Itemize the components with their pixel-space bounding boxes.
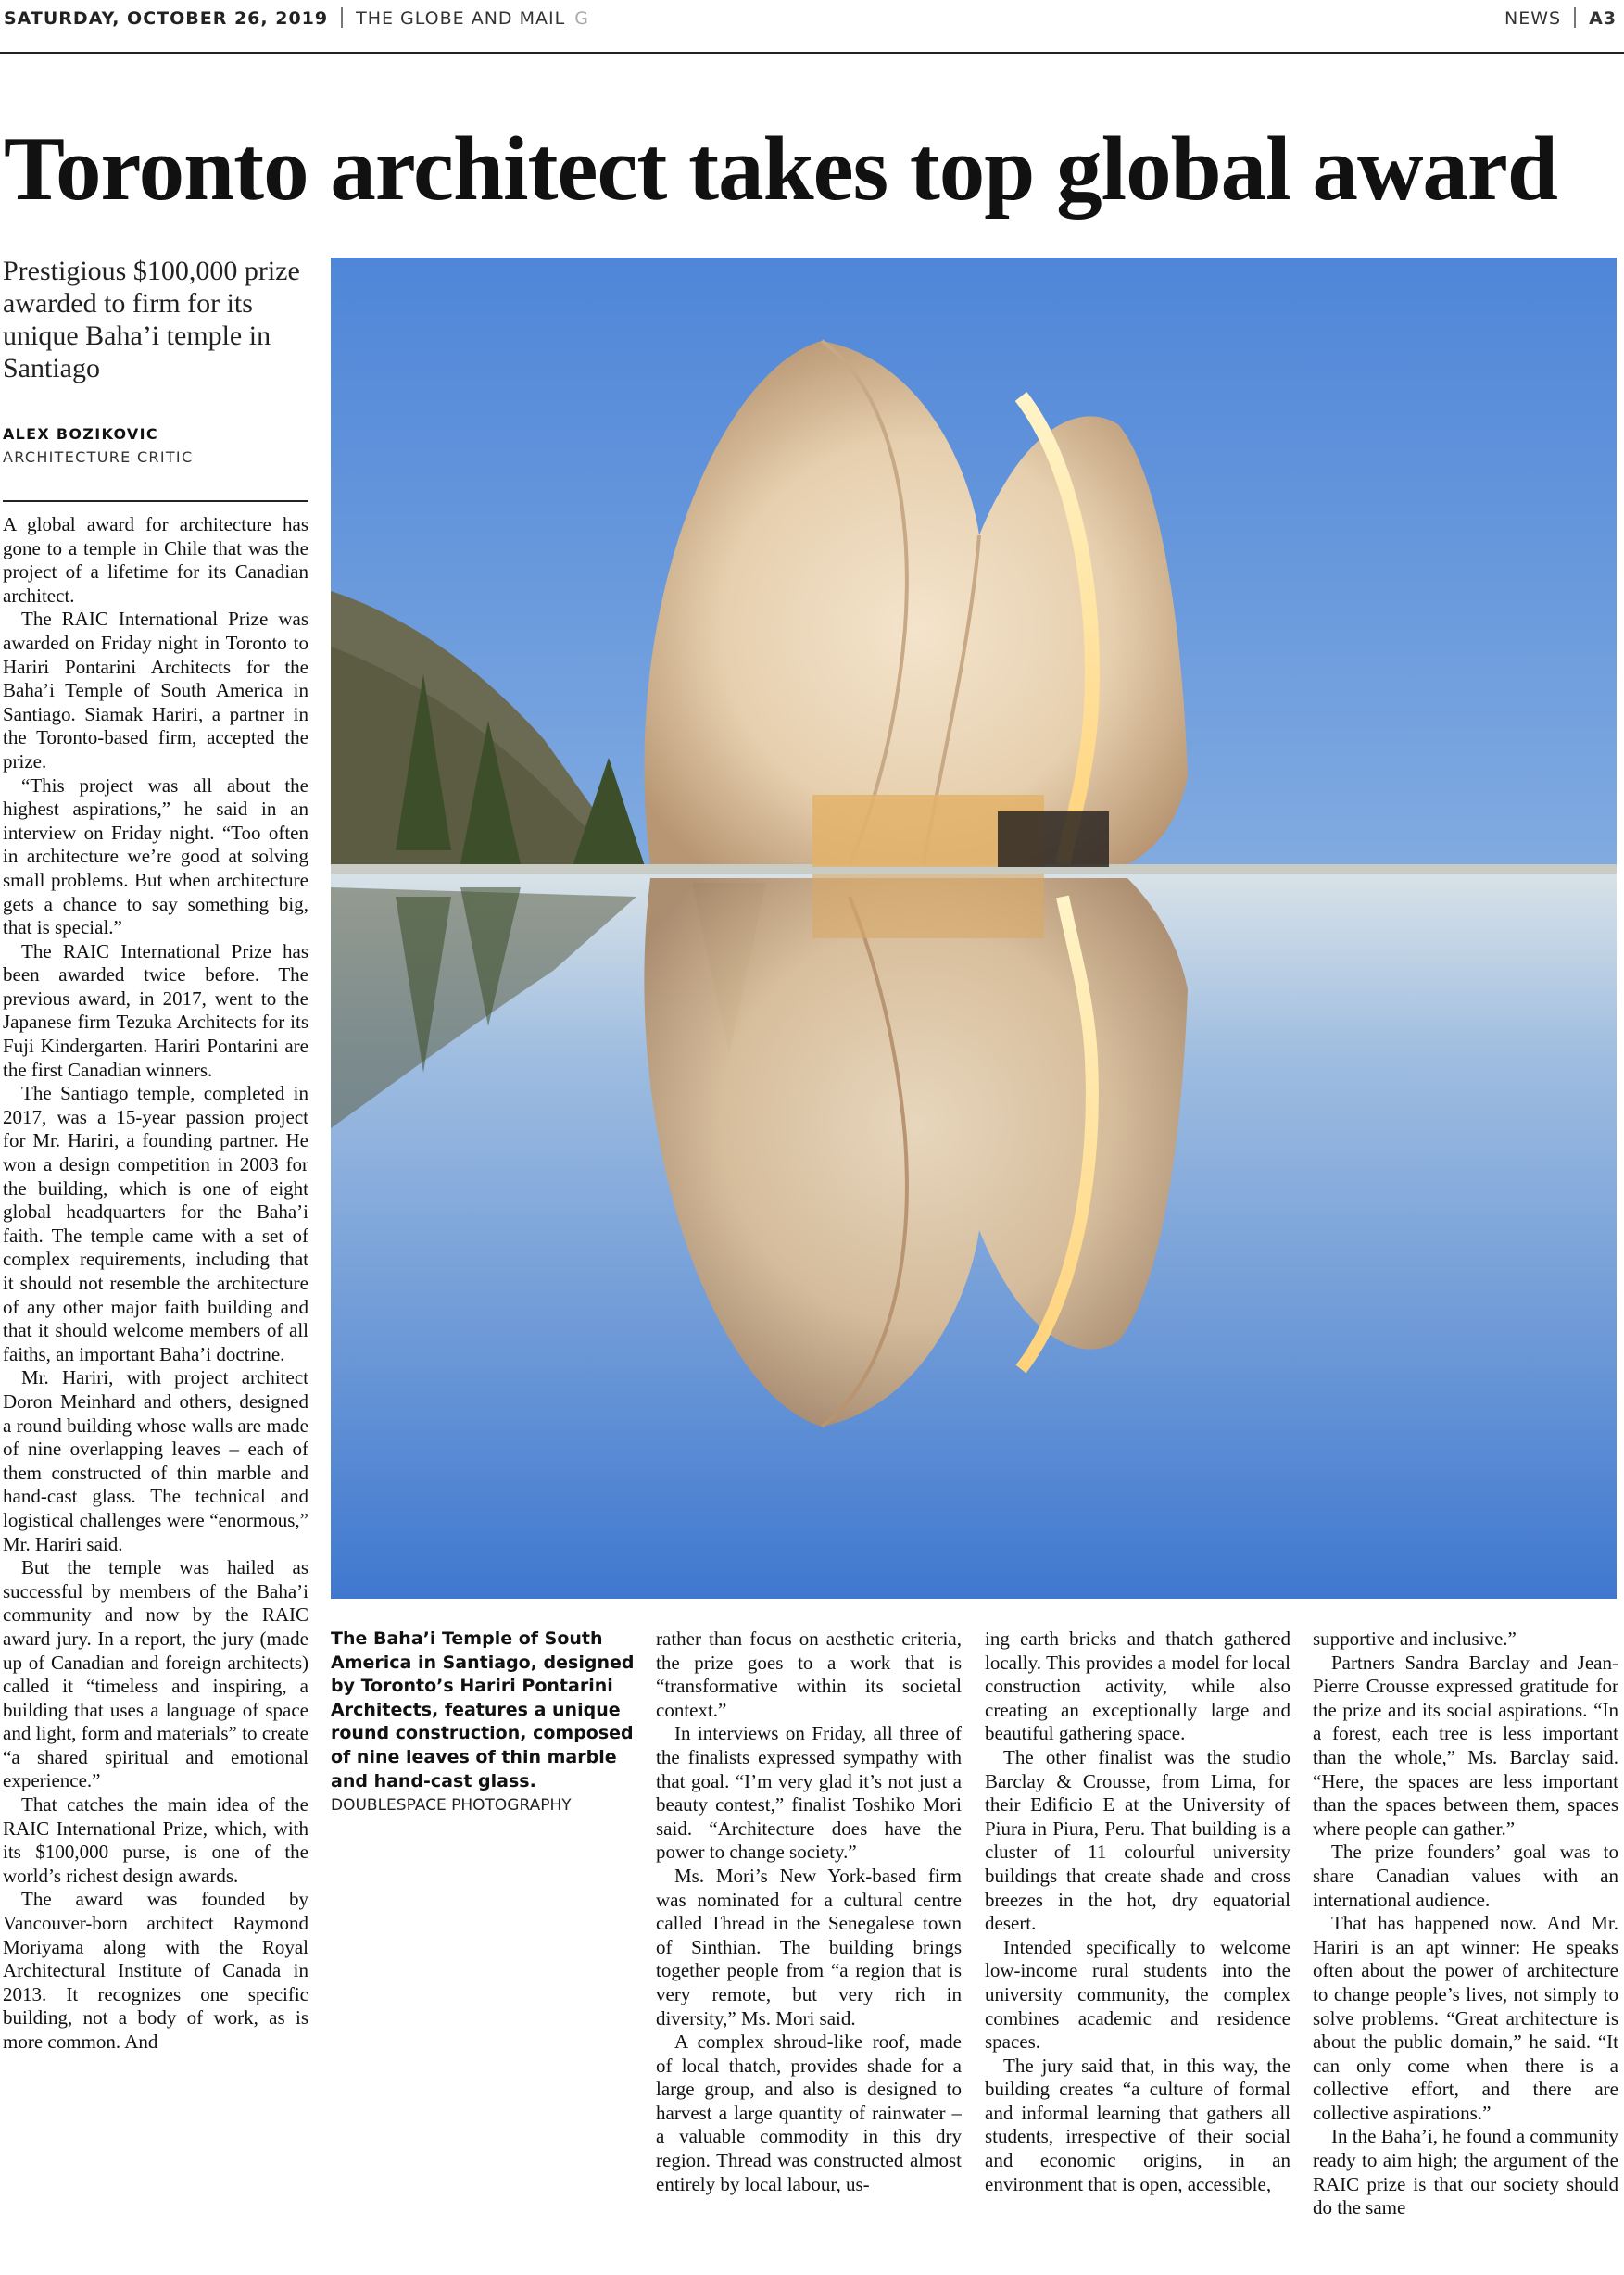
paragraph: In interviews on Friday, all three of the finalists expressed sympathy with that goal. “I’m very glad it’s not just a beauty contest,” finalist Toshiko Mori said. “Architecture does have the power to change society.” (656, 1722, 962, 1864)
paragraph: The award was founded by Vancouver-born architect Raymond Moriyama along with the Royal Architectural Institute of Canada in 2013. It recognizes one specific building, not a body of work, as is more common. And (3, 1888, 308, 2053)
folio-left (4, 7, 589, 29)
paragraph: A complex shroud-like roof, made of local thatch, provides shade for a large group, and also is designed to harvest a large quantity of rainwater – a valuable commodity in this dry region. Thread was constructed almost entirely by local labour, us- (656, 2030, 962, 2195)
paragraph: Partners Sandra Barclay and Jean-Pierre Crousse expressed gratitude for the prize and its social aspirations. “In a forest, each tree is less important than the whole,” Ms. Barclay said. “Here, the spaces are less important than the spaces between them, spaces where people can gather.” (1313, 1651, 1618, 1840)
byline-rule (3, 500, 308, 502)
article-column-2 (656, 1628, 962, 2275)
paragraph: The prize founders’ goal was to share Canadian values with an international audience. (1313, 1841, 1618, 1911)
paragraph: Intended specifically to welcome low-income rural students into the university community, the complex combines academic and residence spaces. (985, 1935, 1290, 2054)
photo-credit: DOUBLESPACE PHOTOGRAPHY (331, 1796, 572, 1816)
folio-section: NEWS (1504, 8, 1562, 29)
paragraph: Mr. Hariri, with project architect Doron Meinhard and others, designed a round building whose walls are made of nine overlapping leaves – each of them constructed of thin marble and hand-cast glass. The technical and logistical challenges were “enormous,” Mr. Hariri said. (3, 1366, 308, 1555)
paragraph: The other finalist was the studio Barclay & Crousse, from Lima, for their Edificio E at the University of Piura in Piura, Peru. That building is a cluster of 11 colourful university buildings that create shade and cross breezes in the hot, dry equatorial desert. (985, 1745, 1290, 1935)
paragraph: The Santiago temple, completed in 2017, was a 15-year passion project for Mr. Hariri, a founding partner. He won a design competition in 2003 for the building, which is one of eight global headquarters for the Baha’i faith. The temple came with a set of complex requirements, including that it should not resemble the architecture of any other major faith building and that it should welcome members of all faiths, an important Baha’i doctrine. (3, 1082, 308, 1365)
caption-text: The Baha’i Temple of South America in Santiago, designed by Toronto’s Hariri Pontarini Architects, features a unique round construction, composed of nine leaves of thin marble and hand-cast glass. (331, 1628, 635, 1791)
byline (3, 422, 193, 469)
deck: Prestigious $100,000 prize awarded to firm for its unique Baha’i temple in Santiago (3, 256, 300, 383)
headline: Toronto architect takes top global award (4, 119, 1557, 220)
paragraph: The jury said that, in this way, the building creates “a culture of formal and informal learning that gathers all students, irrespective of their social and economic origins, in an environment that is open, accessible, (985, 2054, 1290, 2195)
folio-bar (0, 0, 1624, 54)
paragraph: “This project was all about the highest aspirations,” he said in an interview on Friday night. “Too often in architecture we’re good at solving small problems. But when architecture gets a chance to say something big, that is special.” (3, 773, 308, 939)
temple-photo (331, 258, 1617, 1599)
folio-right (1504, 7, 1617, 29)
paragraph: Ms. Mori’s New York-based firm was nominated for a cultural centre called Thread in the Senegalese town of Sinthian. The building brings together people from “a region that is very remote, but very rich in diversity,” Ms. Mori said. (656, 1864, 962, 2030)
article-column-4 (1313, 1628, 1618, 2275)
paragraph: In the Baha’i, he found a community ready to aim high; the argument of the RAIC prize is that our society should do the same (1313, 2125, 1618, 2219)
byline-role: ARCHITECTURE CRITIC (3, 448, 194, 466)
folio-divider (341, 7, 343, 28)
paragraph: That catches the main idea of the RAIC International Prize, which, with its $100,000 purse, is one of the world’s richest design awards. (3, 1793, 308, 1887)
paragraph: The RAIC International Prize was awarded on Friday night in Toronto to Hariri Pontarini Architects for the Baha’i Temple of South America in Santiago. Siamak Hariri, a partner in the Toronto-based firm, accepted the prize. (3, 608, 308, 773)
paragraph: But the temple was hailed as successful by members of the Baha’i community and now by the RAIC award jury. In a report, the jury (made up of Canadian and foreign architects) called it “timeless and inspiring, a building that uses a language of space and light, form and materials” to create “a shared spiritual and emotional experience.” (3, 1556, 308, 1792)
byline-name: ALEX BOZIKOVIC (3, 425, 158, 443)
article-column-3 (985, 1628, 1290, 2275)
folio-paper-name: THE GLOBE AND MAIL (356, 8, 566, 29)
paragraph: A global award for architecture has gone to a temple in Chile that was the project of a lifetime for its Canadian architect. (3, 513, 308, 607)
folio-date: SATURDAY, OCTOBER 26, 2019 (4, 8, 329, 29)
paragraph: rather than focus on aesthetic criteria, the prize goes to a work that is “transformative within its societal context.” (656, 1628, 962, 1721)
paragraph: ing earth bricks and thatch gathered locally. This provides a model for local construction activity, while also creating an exceptionally large and beautiful gathering space. (985, 1628, 1290, 1745)
paragraph: That has happened now. And Mr. Hariri is an apt winner: He speaks often about the power of architecture to change people’s lives, not simply to solve problems. “Great architecture is about the public domain,” he said. “It can only come when there is a collective effort, and there are collective aspirations.” (1313, 1912, 1618, 2124)
folio-divider-right (1574, 7, 1576, 28)
folio-g-mark: G (574, 8, 589, 29)
article-column-1 (3, 513, 308, 2275)
paragraph: supportive and inclusive.” (1313, 1628, 1517, 1650)
folio-page-number: A3 (1589, 8, 1617, 29)
paragraph: The RAIC International Prize has been awarded twice before. The previous award, in 2017, went to the Japanese firm Tezuka Architects for its Fuji Kindergarten. Hariri Pontarini are the first Canadian winners. (3, 939, 308, 1081)
photo-caption (331, 1628, 636, 1818)
